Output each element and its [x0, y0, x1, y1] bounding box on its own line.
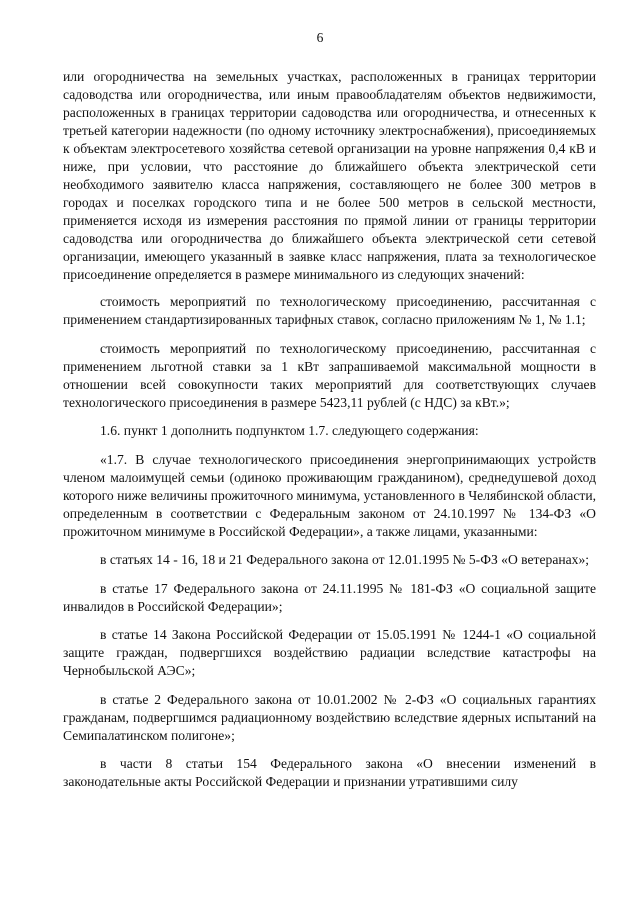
page-number: 6 [316, 30, 324, 45]
paragraph-chernobyl-law: в статье 14 Закона Российской Федерации от 15.05.1991 № 1244-1 «О социальной защите граждан, подвергшихся воздействию радиации вследствие катастрофы на Чернобыльской АЭС»; [63, 627, 596, 678]
paragraph-disability-law: в статье 17 Федерального закона от 24.11.1995 № 181-ФЗ «О социальной защите инвалидов в Российской Федерации»; [63, 580, 596, 614]
paragraph-semipalatinsk-law: в статье 2 Федерального закона от 10.01.2002 № 2-ФЗ «О социальных гарантиях гражданам, подвергшимся радиационному воздействию вследствие ядерных испытаний на Семипалатинском полигоне»; [63, 691, 596, 743]
paragraph-standard-rate-option: стоимость мероприятий по технологическому присоединению, рассчитанная с применением стандартизированных тарифных ставок, согласно приложениям № 1, № 1.1; [63, 294, 596, 327]
paragraph-veterans-law: в статьях 14 - 16, 18 и 21 Федерального закона от 12.01.1995 № 5-ФЗ «О ветеранах»; [100, 552, 590, 567]
paragraph-continuation: или огородничества на земельных участках, расположенных в границах территории садоводства или огородничества, или иным правообладателям объектов недвижимости, расположенных в границах территории садоводства или огородничества, и отнесенных к третьей категории надежности (по одному источнику электроснабжения), присоединяемых к объектам электросетевого хозяйства сетевой организации на уровне напряжения 0,4 кВ и ниже, при условии, что расстояние до ближайшего объекта электрической сети необходимого заявителю класса напряжения, составляющего не более 300 метров в городах и поселках городского типа и не более 500 метров в сельской местности, применяется исходя из измерения расстояния по прямой линии от границы территории садоводства или огородничества до ближайшего объекта электрической сети сетевой организации, имеющего указанный в заявке класс напряжения, плата за технологическое присоединение определяется в размере минимального из следующих значений: [63, 69, 596, 282]
document-body [63, 68, 596, 802]
paragraph-preferential-rate-option: стоимость мероприятий по технологическому присоединению, рассчитанная с применением льготной ставки за 1 кВт запрашиваемой максимальной мощности в отношении всей совокупности таких мероприятий для соответствующих случаев технологического присоединения в размере 5423,11 рублей (с НДС) за кВт.»; [63, 340, 596, 410]
paragraph-amendment-1-6: 1.6. пункт 1 дополнить подпунктом 1.7. следующего содержания: [100, 423, 479, 438]
paragraph-article-154: в части 8 статьи 154 Федерального закона «О внесении изменений в законодательные акты Российской Федерации и признании утратившими силу [63, 756, 596, 789]
paragraph-subclause-1-7: «1.7. В случае технологического присоединения энергопринимающих устройств членом малоимущей семьи (одиноко проживающим гражданином), среднедушевой доход которого ниже величины прожиточного минимума, установленного в Челябинской области, определенным в соответствии с Федеральным законом от 24.10.1997 № 134-ФЗ «О прожиточном минимуме в Российской Федерации», а также лицами, указанными: [63, 451, 596, 539]
